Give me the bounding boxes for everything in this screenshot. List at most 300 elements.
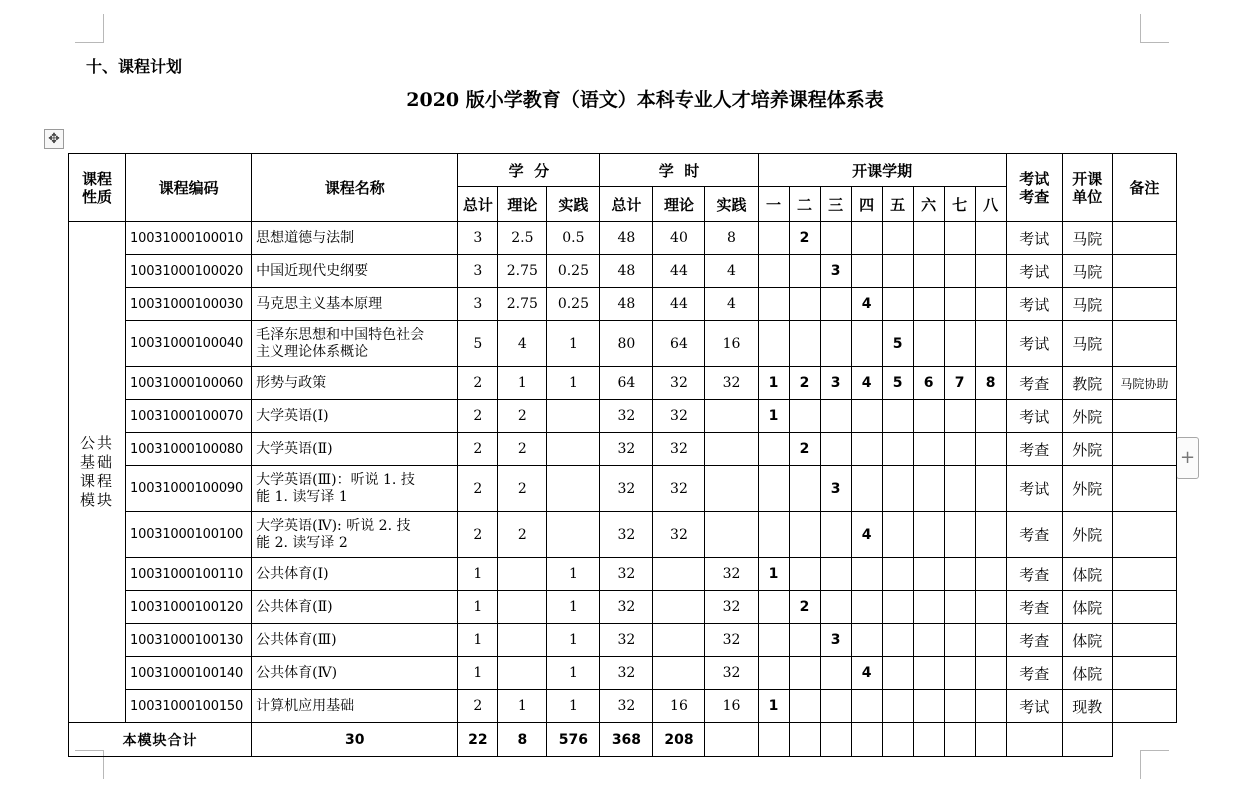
semester-cell [882, 222, 913, 255]
remarks [1112, 222, 1176, 255]
semester-cell [789, 624, 820, 657]
credit-theory: 1 [498, 690, 547, 723]
offering-unit: 马院 [1062, 321, 1112, 367]
semester-cell [944, 400, 975, 433]
semester-cell: 4 [851, 367, 882, 400]
semester-cell [820, 591, 851, 624]
semester-cell [882, 624, 913, 657]
offering-unit: 体院 [1062, 591, 1112, 624]
subheader-credit-total: 总计 [458, 187, 498, 222]
exam-type: 考试 [1006, 222, 1062, 255]
credit-practice: 1 [547, 321, 600, 367]
hours-total: 32 [600, 558, 653, 591]
header-hours: 学 时 [600, 154, 758, 187]
semester-cell [944, 624, 975, 657]
semester-cell: 4 [851, 288, 882, 321]
semester-cell [913, 255, 944, 288]
hours-total: 48 [600, 288, 653, 321]
course-name [252, 367, 458, 400]
remarks [1112, 624, 1176, 657]
semester-cell [944, 558, 975, 591]
semester-cell [975, 321, 1006, 367]
semester-cell: 8 [975, 367, 1006, 400]
hours-practice: 32 [705, 591, 758, 624]
semester-cell [882, 433, 913, 466]
total-label: 本模块合计 [69, 723, 252, 757]
course-code: 10031000100020 [126, 255, 252, 288]
course-name-line: 大学英语(Ⅱ) [256, 440, 333, 457]
exam-type: 考查 [1006, 624, 1062, 657]
subheader-semester: 二 [789, 187, 820, 222]
hours-practice: 32 [705, 624, 758, 657]
semester-cell [851, 433, 882, 466]
course-name [252, 321, 458, 367]
hours-practice: 16 [705, 690, 758, 723]
subheader-hours-theory: 理论 [653, 187, 705, 222]
semester-cell: 4 [851, 512, 882, 558]
semester-cell [975, 624, 1006, 657]
semester-cell [882, 255, 913, 288]
semester-cell: 1 [758, 367, 789, 400]
credit-practice: 1 [547, 558, 600, 591]
table-row [69, 433, 1177, 466]
credit-practice: 1 [547, 657, 600, 690]
course-name-line: 大学英语(Ⅲ)：听说 1. 技 [256, 471, 415, 488]
course-code: 10031000100100 [126, 512, 252, 558]
hours-total: 32 [600, 400, 653, 433]
semester-cell [758, 624, 789, 657]
header-label: 课程 [82, 169, 113, 188]
hours-total: 32 [600, 657, 653, 690]
module-label-line: 基础 [80, 453, 115, 471]
semester-cell [820, 433, 851, 466]
hours-total: 64 [600, 367, 653, 400]
course-name [252, 288, 458, 321]
module-label-line: 模块 [80, 491, 115, 509]
subheader-credit-theory: 理论 [498, 187, 547, 222]
semester-cell: 3 [820, 624, 851, 657]
total-empty-cell [944, 723, 975, 757]
hours-practice: 8 [705, 222, 758, 255]
hours-theory [653, 591, 705, 624]
total-empty-cell [913, 723, 944, 757]
offering-unit: 马院 [1062, 288, 1112, 321]
course-name [252, 591, 458, 624]
table-row [69, 657, 1177, 690]
semester-cell [758, 255, 789, 288]
semester-cell [882, 657, 913, 690]
semester-cell [975, 255, 1006, 288]
semester-cell [882, 512, 913, 558]
semester-cell [851, 400, 882, 433]
subheader-semester: 一 [758, 187, 789, 222]
header-course-nature [69, 154, 126, 222]
course-code: 10031000100070 [126, 400, 252, 433]
semester-cell: 3 [820, 367, 851, 400]
semester-cell: 2 [789, 222, 820, 255]
semester-cell [975, 512, 1006, 558]
table-row [69, 255, 1177, 288]
subheader-semester: 四 [851, 187, 882, 222]
credit-theory: 2 [498, 466, 547, 512]
header-course-name: 课程名称 [252, 154, 458, 222]
semester-cell [758, 591, 789, 624]
header-label: 考试 [1019, 169, 1050, 188]
remarks [1112, 466, 1176, 512]
exam-type: 考试 [1006, 288, 1062, 321]
semester-cell [913, 558, 944, 591]
remarks [1112, 512, 1176, 558]
offering-unit: 外院 [1062, 433, 1112, 466]
course-table [68, 153, 1177, 757]
module-label-line: 课程 [80, 472, 115, 490]
credit-practice: 0.5 [547, 222, 600, 255]
course-name-line: 马克思主义基本原理 [256, 295, 383, 312]
hours-total: 48 [600, 222, 653, 255]
hours-total: 32 [600, 591, 653, 624]
total-hours-total: 576 [547, 723, 600, 757]
subheader-credit-practice: 实践 [547, 187, 600, 222]
semester-cell [913, 433, 944, 466]
remarks [1112, 657, 1176, 690]
semester-cell [820, 690, 851, 723]
semester-cell [944, 433, 975, 466]
course-name-line: 大学英语(Ⅳ): 听说 2. 技 [256, 517, 411, 534]
semester-cell [944, 690, 975, 723]
semester-cell [758, 321, 789, 367]
hours-total: 48 [600, 255, 653, 288]
semester-cell: 2 [789, 433, 820, 466]
course-name [252, 558, 458, 591]
credit-practice: 0.25 [547, 255, 600, 288]
header-remarks: 备注 [1112, 154, 1176, 222]
semester-cell [758, 222, 789, 255]
exam-type: 考查 [1006, 591, 1062, 624]
credit-theory: 2 [498, 433, 547, 466]
remarks [1112, 255, 1176, 288]
table-row [69, 400, 1177, 433]
semester-cell: 6 [913, 367, 944, 400]
semester-cell [944, 591, 975, 624]
credit-theory: 1 [498, 367, 547, 400]
hours-practice: 4 [705, 288, 758, 321]
course-code: 10031000100120 [126, 591, 252, 624]
subheader-semester: 八 [975, 187, 1006, 222]
semester-cell [820, 657, 851, 690]
course-name-line: 公共体育(Ⅰ) [256, 565, 329, 582]
semester-cell [882, 466, 913, 512]
total-empty-cell [705, 723, 758, 757]
module-total-row [69, 723, 1177, 757]
hours-theory: 32 [653, 367, 705, 400]
credit-total: 1 [458, 558, 498, 591]
semester-cell [789, 255, 820, 288]
total-empty-cell [1062, 723, 1112, 757]
course-name [252, 512, 458, 558]
semester-cell [851, 255, 882, 288]
remarks [1112, 558, 1176, 591]
credit-practice [547, 433, 600, 466]
semester-cell [789, 690, 820, 723]
semester-cell [944, 288, 975, 321]
semester-cell [975, 433, 1006, 466]
credit-total: 5 [458, 321, 498, 367]
course-code: 10031000100010 [126, 222, 252, 255]
total-hours-theory: 368 [600, 723, 653, 757]
offering-unit: 马院 [1062, 222, 1112, 255]
table-row [69, 321, 1177, 367]
header-label: 性质 [82, 187, 113, 206]
semester-cell [758, 657, 789, 690]
total-empty-cell [1006, 723, 1062, 757]
subheader-hours-practice: 实践 [705, 187, 758, 222]
credit-practice [547, 400, 600, 433]
offering-unit: 马院 [1062, 255, 1112, 288]
semester-cell [913, 321, 944, 367]
plus-icon[interactable]: + [1176, 437, 1199, 479]
header-label: 开课 [1072, 169, 1103, 188]
semester-cell [944, 466, 975, 512]
total-credit-total: 30 [252, 723, 458, 757]
header-exam-type [1006, 154, 1062, 222]
total-empty-cell [758, 723, 789, 757]
table-row [69, 591, 1177, 624]
exam-type: 考试 [1006, 690, 1062, 723]
hours-practice [705, 433, 758, 466]
remarks [1112, 321, 1176, 367]
semester-cell [975, 591, 1006, 624]
semester-cell: 1 [758, 400, 789, 433]
table-row [69, 288, 1177, 321]
semester-cell: 4 [851, 657, 882, 690]
semester-cell [913, 288, 944, 321]
course-name-line: 公共体育(Ⅲ) [256, 631, 337, 648]
semester-cell: 5 [882, 367, 913, 400]
exam-type: 考试 [1006, 321, 1062, 367]
course-name [252, 400, 458, 433]
subheader-semester: 三 [820, 187, 851, 222]
semester-cell [975, 690, 1006, 723]
hours-theory: 32 [653, 466, 705, 512]
hours-total: 32 [600, 512, 653, 558]
table-row [69, 690, 1177, 723]
total-credit-theory: 22 [458, 723, 498, 757]
hours-theory: 16 [653, 690, 705, 723]
credit-total: 1 [458, 624, 498, 657]
semester-cell [851, 690, 882, 723]
course-name [252, 255, 458, 288]
table-row [69, 512, 1177, 558]
semester-cell [913, 657, 944, 690]
course-name-line: 公共体育(Ⅳ) [256, 664, 338, 681]
subheader-semester: 五 [882, 187, 913, 222]
semester-cell [882, 690, 913, 723]
course-name-line: 公共体育(Ⅱ) [256, 598, 333, 615]
credit-theory: 2.5 [498, 222, 547, 255]
semester-cell: 3 [820, 255, 851, 288]
credit-theory [498, 558, 547, 591]
semester-cell [820, 558, 851, 591]
hours-theory: 44 [653, 255, 705, 288]
credit-practice [547, 512, 600, 558]
move-arrows-icon[interactable]: ✥ [44, 129, 64, 149]
exam-type: 考查 [1006, 367, 1062, 400]
offering-unit: 体院 [1062, 624, 1112, 657]
credit-total: 3 [458, 222, 498, 255]
offering-unit: 教院 [1062, 367, 1112, 400]
total-empty-cell [975, 723, 1006, 757]
course-code: 10031000100110 [126, 558, 252, 591]
semester-cell: 1 [758, 690, 789, 723]
semester-cell [758, 466, 789, 512]
credit-theory: 4 [498, 321, 547, 367]
page-corner-mark [75, 14, 104, 43]
semester-cell [913, 591, 944, 624]
course-code: 10031000100150 [126, 690, 252, 723]
semester-cell [820, 222, 851, 255]
exam-type: 考试 [1006, 466, 1062, 512]
table-row [69, 558, 1177, 591]
credit-theory: 2 [498, 512, 547, 558]
course-name-line: 思想道德与法制 [256, 229, 355, 246]
hours-practice: 4 [705, 255, 758, 288]
hours-total: 32 [600, 466, 653, 512]
remarks [1112, 288, 1176, 321]
semester-cell [851, 466, 882, 512]
header-row [69, 154, 1177, 187]
credit-theory [498, 591, 547, 624]
semester-cell [820, 288, 851, 321]
course-name-line: 主义理论体系概论 [256, 343, 369, 360]
semester-cell [820, 512, 851, 558]
remarks [1112, 591, 1176, 624]
total-empty-cell [882, 723, 913, 757]
hours-theory: 32 [653, 400, 705, 433]
table-row [69, 466, 1177, 512]
credit-practice: 1 [547, 591, 600, 624]
semester-cell [913, 512, 944, 558]
hours-practice [705, 466, 758, 512]
credit-total: 2 [458, 433, 498, 466]
hours-theory: 32 [653, 433, 705, 466]
semester-cell [944, 512, 975, 558]
semester-cell [975, 288, 1006, 321]
total-hours-practice: 208 [653, 723, 705, 757]
subheader-semester: 七 [944, 187, 975, 222]
semester-cell: 2 [789, 591, 820, 624]
header-course-code: 课程编码 [126, 154, 252, 222]
semester-cell [944, 321, 975, 367]
hours-total: 32 [600, 690, 653, 723]
course-code: 10031000100040 [126, 321, 252, 367]
offering-unit: 外院 [1062, 466, 1112, 512]
course-name-line: 形势与政策 [256, 374, 327, 391]
offering-unit: 体院 [1062, 657, 1112, 690]
credit-total: 2 [458, 466, 498, 512]
exam-type: 考试 [1006, 400, 1062, 433]
exam-type: 考试 [1006, 255, 1062, 288]
semester-cell [913, 222, 944, 255]
credit-theory [498, 657, 547, 690]
hours-total: 80 [600, 321, 653, 367]
credit-practice: 1 [547, 690, 600, 723]
semester-cell [913, 624, 944, 657]
total-empty-cell [789, 723, 820, 757]
semester-cell [789, 657, 820, 690]
credit-total: 1 [458, 591, 498, 624]
header-credits: 学 分 [458, 154, 600, 187]
page-corner-mark [1140, 14, 1169, 43]
semester-cell [882, 591, 913, 624]
total-credit-practice: 8 [498, 723, 547, 757]
semester-cell [758, 512, 789, 558]
credit-theory: 2.75 [498, 288, 547, 321]
course-code: 10031000100060 [126, 367, 252, 400]
hours-theory: 64 [653, 321, 705, 367]
offering-unit: 现教 [1062, 690, 1112, 723]
semester-cell [975, 222, 1006, 255]
semester-cell [789, 321, 820, 367]
header-semesters: 开课学期 [758, 154, 1006, 187]
course-name-line: 能 1. 读写译 1 [256, 488, 348, 505]
semester-cell [758, 433, 789, 466]
course-name [252, 624, 458, 657]
course-name-line: 计算机应用基础 [256, 697, 355, 714]
credit-practice: 1 [547, 367, 600, 400]
course-name-line: 毛泽东思想和中国特色社会 [256, 326, 425, 343]
semester-cell [975, 558, 1006, 591]
credit-total: 2 [458, 690, 498, 723]
course-name [252, 466, 458, 512]
semester-cell: 1 [758, 558, 789, 591]
subheader-semester: 六 [913, 187, 944, 222]
semester-cell [758, 288, 789, 321]
semester-cell [851, 222, 882, 255]
subheader-hours-total: 总计 [600, 187, 653, 222]
exam-type: 考查 [1006, 433, 1062, 466]
semester-cell [789, 558, 820, 591]
course-name [252, 433, 458, 466]
course-code: 10031000100130 [126, 624, 252, 657]
credit-total: 2 [458, 400, 498, 433]
semester-cell: 3 [820, 466, 851, 512]
table-row [69, 222, 1177, 255]
semester-cell [944, 255, 975, 288]
table-body [69, 222, 1177, 757]
document-title: 2020 版小学教育（语文）本科专业人才培养课程体系表 [406, 89, 884, 111]
hours-total: 32 [600, 433, 653, 466]
remarks: 马院协助 [1112, 367, 1176, 400]
semester-cell [913, 690, 944, 723]
offering-unit: 外院 [1062, 512, 1112, 558]
semester-cell [913, 466, 944, 512]
semester-cell [975, 657, 1006, 690]
course-name-line: 中国近现代史纲要 [256, 262, 369, 279]
hours-theory [653, 558, 705, 591]
total-empty-cell [820, 723, 851, 757]
semester-cell [944, 222, 975, 255]
course-code: 10031000100090 [126, 466, 252, 512]
hours-theory: 32 [653, 512, 705, 558]
module-label [69, 222, 126, 723]
course-name [252, 222, 458, 255]
course-name [252, 657, 458, 690]
remarks [1112, 400, 1176, 433]
course-name [252, 690, 458, 723]
semester-cell [975, 400, 1006, 433]
semester-cell [789, 512, 820, 558]
credit-total: 2 [458, 367, 498, 400]
